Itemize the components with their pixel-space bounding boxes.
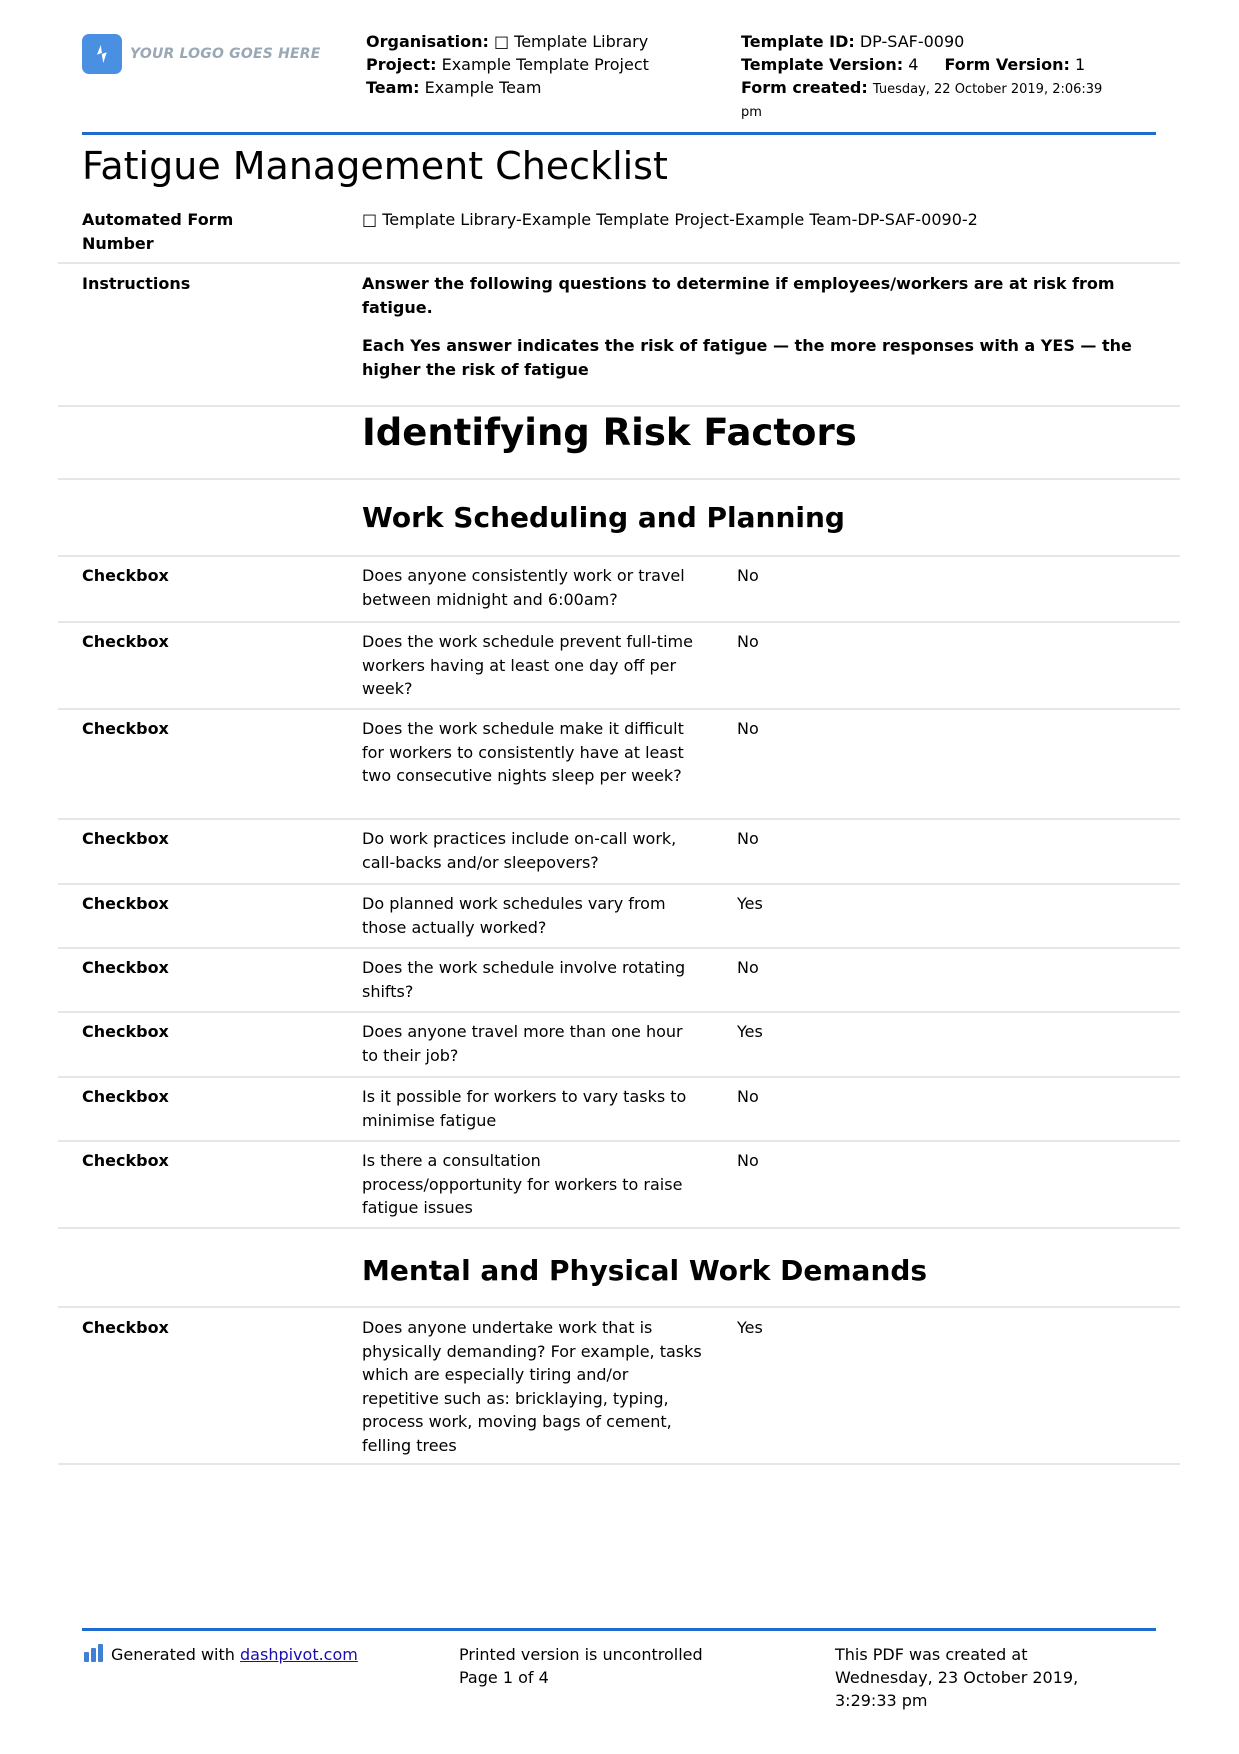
row-label: Checkbox: [82, 1151, 169, 1170]
row-divider: [58, 1306, 1180, 1308]
row-label: Checkbox: [82, 719, 169, 738]
template-version-value: 4: [908, 55, 919, 74]
row-answer: No: [737, 632, 759, 651]
team-label: Team:: [366, 78, 420, 97]
row-answer: Yes: [737, 894, 763, 913]
template-id-label: Template ID:: [741, 32, 855, 51]
created-line1: This PDF was created at: [835, 1645, 1028, 1664]
row-divider: [58, 478, 1180, 480]
organisation-value: □ Template Library: [493, 32, 649, 51]
team-value: Example Team: [424, 78, 542, 97]
subsection-title-demands: Mental and Physical Work Demands: [362, 1254, 928, 1287]
created-line3: 3:29:33 pm: [835, 1691, 928, 1710]
form-created-value-2: pm: [741, 105, 762, 120]
row-divider: [58, 708, 1180, 710]
row-question: Does anyone consistently work or travel between midnight and 6:00am?: [362, 566, 685, 609]
row-answer: Yes: [737, 1022, 763, 1041]
form-created-label: Form created:: [741, 78, 868, 97]
row-divider: [58, 621, 1180, 623]
page-title: Fatigue Management Checklist: [82, 144, 668, 188]
footer-created-block: [835, 1643, 1078, 1712]
row-label: Checkbox: [82, 958, 169, 977]
row-answer: No: [737, 829, 759, 848]
form-number-label-line2: Number: [82, 234, 154, 253]
row-label: Checkbox: [82, 894, 169, 913]
project-value: Example Template Project: [441, 55, 649, 74]
row-answer: No: [737, 719, 759, 738]
dashpivot-link[interactable]: dashpivot.com: [240, 1645, 358, 1664]
template-version-label: Template Version:: [741, 55, 904, 74]
row-divider: [58, 262, 1180, 264]
row-question: Does anyone travel more than one hour to their job?: [362, 1022, 683, 1065]
row-divider: [58, 405, 1180, 407]
footer-generated: [84, 1643, 358, 1666]
row-label: Checkbox: [82, 1318, 169, 1337]
dashpivot-bars-icon: [84, 1644, 103, 1662]
row-answer: No: [737, 1151, 759, 1170]
logo-icon: [82, 34, 122, 74]
footer-uncontrolled-block: [459, 1643, 703, 1689]
subsection-title-scheduling: Work Scheduling and Planning: [362, 501, 845, 534]
row-label: Checkbox: [82, 829, 169, 848]
row-question: Does the work schedule involve rotating shifts?: [362, 958, 686, 1001]
row-question: Is there a consultation process/opportunity for workers to raise fatigue issues: [362, 1151, 683, 1217]
row-divider: [58, 947, 1180, 949]
generated-text: Generated with: [111, 1645, 235, 1664]
row-divider: [58, 1076, 1180, 1078]
row-label: Checkbox: [82, 1022, 169, 1041]
row-question: Does the work schedule prevent full-time workers having at least one day off per week?: [362, 632, 693, 698]
organisation-label: Organisation:: [366, 32, 489, 51]
row-answer: No: [737, 566, 759, 585]
row-label: Checkbox: [82, 1087, 169, 1106]
row-divider: [58, 1140, 1180, 1142]
row-divider: [58, 883, 1180, 885]
row-divider: [58, 1227, 1180, 1229]
row-question: Do work practices include on-call work, call-backs and/or sleepovers?: [362, 829, 677, 872]
created-line2: Wednesday, 23 October 2019,: [835, 1668, 1079, 1687]
row-question: Do planned work schedules vary from those actually worked?: [362, 894, 666, 937]
uncontrolled-text: Printed version is uncontrolled: [459, 1645, 703, 1664]
instructions-line1: Answer the following questions to determine if employees/workers are at risk from fatigue.: [362, 274, 1115, 317]
page-number: Page 1 of 4: [459, 1668, 549, 1687]
instructions-line2: Each Yes answer indicates the risk of fatigue — the more responses with a YES — the higher the risk of fatigue: [362, 336, 1132, 379]
header-template-block: [741, 30, 1141, 124]
row-question: Does anyone undertake work that is physically demanding? For example, tasks which are especially tiring and/or repetitive such as: bricklaying, typing, process work, moving bags of cement, felling trees: [362, 1318, 702, 1455]
footer-divider: [82, 1628, 1156, 1631]
row-label: Checkbox: [82, 632, 169, 651]
form-created-value: Tuesday, 22 October 2019, 2:06:39: [872, 82, 1103, 97]
row-divider: [58, 1463, 1180, 1465]
company-logo: [82, 34, 321, 74]
row-label: Checkbox: [82, 566, 169, 585]
form-number-value: □ Template Library-Example Template Project-Example Team-DP-SAF-0090-2: [362, 210, 978, 229]
row-divider: [58, 818, 1180, 820]
header-divider: [82, 132, 1156, 135]
form-version-label: Form Version:: [944, 55, 1070, 74]
row-question: Is it possible for workers to vary tasks to minimise fatigue: [362, 1087, 687, 1130]
instructions-label: Instructions: [82, 274, 191, 293]
row-answer: No: [737, 958, 759, 977]
row-divider: [58, 1011, 1180, 1013]
row-divider: [58, 555, 1180, 557]
form-number-label: [82, 208, 332, 256]
header-org-block: [366, 30, 649, 99]
row-question: Does the work schedule make it difficult for workers to consistently have at least two consecutive nights sleep per week?: [362, 719, 684, 785]
row-answer: Yes: [737, 1318, 763, 1337]
row-answer: No: [737, 1087, 759, 1106]
template-id-value: DP-SAF-0090: [859, 32, 965, 51]
logo-text: YOUR LOGO GOES HERE: [130, 46, 321, 62]
project-label: Project:: [366, 55, 437, 74]
form-number-label-line1: Automated Form: [82, 210, 234, 229]
section-title: Identifying Risk Factors: [362, 411, 857, 454]
form-version-value: 1: [1074, 55, 1086, 74]
